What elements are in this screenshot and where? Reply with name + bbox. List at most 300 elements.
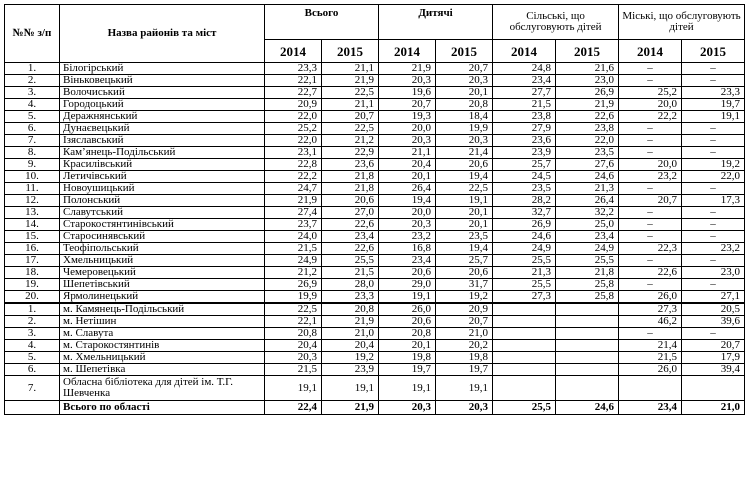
row-name: Ізяславський [60, 135, 265, 147]
row-number: 2. [5, 75, 60, 87]
value-cell: 21,9 [265, 195, 322, 207]
row-name: Летичівський [60, 171, 265, 183]
value-cell: 20,1 [436, 87, 493, 99]
value-cell: 23,9 [493, 147, 556, 159]
value-cell: – [682, 255, 745, 267]
value-cell: 21,2 [265, 267, 322, 279]
row-number: 5. [5, 111, 60, 123]
table-header [5, 5, 745, 63]
row-name: Полонський [60, 195, 265, 207]
value-cell: 19,4 [379, 195, 436, 207]
value-cell: – [682, 135, 745, 147]
value-cell: 20,8 [379, 328, 436, 340]
row-name: м. Хмельницький [60, 352, 265, 364]
value-cell: 23,3 [322, 291, 379, 304]
value-cell: 22,3 [619, 243, 682, 255]
row-number: 1. [5, 303, 60, 316]
value-cell: 21,5 [265, 243, 322, 255]
value-cell: – [619, 219, 682, 231]
value-cell: 20,2 [436, 340, 493, 352]
value-cell: – [619, 183, 682, 195]
row-number: 2. [5, 316, 60, 328]
table-row [5, 111, 745, 123]
value-cell: – [682, 207, 745, 219]
value-cell: 21,1 [322, 99, 379, 111]
value-cell [619, 376, 682, 401]
value-cell: 23,5 [493, 183, 556, 195]
value-cell: 24,7 [265, 183, 322, 195]
value-cell: 39,6 [682, 316, 745, 328]
value-cell: 21,1 [322, 63, 379, 75]
table-row [5, 75, 745, 87]
header-num: №№ з/п [5, 5, 60, 63]
value-cell: 21,8 [322, 183, 379, 195]
value-cell: 20,5 [682, 303, 745, 316]
value-cell: 22,0 [265, 111, 322, 123]
table-row [5, 159, 745, 171]
value-cell: 18,4 [436, 111, 493, 123]
value-cell: 20,0 [619, 99, 682, 111]
value-cell: 25,5 [493, 255, 556, 267]
value-cell [556, 376, 619, 401]
value-cell: 21,9 [379, 63, 436, 75]
row-name: Обласна бібліотека для дітей ім. Т.Г. Шевченка [60, 376, 265, 401]
table-row [5, 135, 745, 147]
value-cell: 20,3 [379, 135, 436, 147]
value-cell: 22,7 [265, 87, 322, 99]
value-cell: 20,7 [322, 111, 379, 123]
value-cell: 25,2 [265, 123, 322, 135]
value-cell: 19,2 [682, 159, 745, 171]
row-name: м. Шепетівка [60, 364, 265, 376]
row-number: 4. [5, 340, 60, 352]
row-number: 11. [5, 183, 60, 195]
row-name: Кам’янець-Подільський [60, 147, 265, 159]
row-name: Ярмолинецький [60, 291, 265, 304]
value-cell: 29,0 [379, 279, 436, 291]
table-row [5, 87, 745, 99]
value-cell: 20,6 [436, 267, 493, 279]
table-row [5, 195, 745, 207]
value-cell: 25,7 [493, 159, 556, 171]
value-cell: 27,6 [556, 159, 619, 171]
value-cell: 21,6 [556, 63, 619, 75]
value-cell: 22,6 [322, 243, 379, 255]
year-header: 2014 [493, 40, 556, 63]
row-name: Шепетівський [60, 279, 265, 291]
value-cell: 31,7 [436, 279, 493, 291]
value-cell: 21,2 [322, 135, 379, 147]
value-cell [493, 352, 556, 364]
row-number: 7. [5, 376, 60, 401]
row-name: м. Камянець-Подільський [60, 303, 265, 316]
table-row [5, 291, 745, 304]
value-cell: – [619, 63, 682, 75]
value-cell: 26,4 [379, 183, 436, 195]
value-cell: 23,6 [322, 159, 379, 171]
row-name: Дунаєвецький [60, 123, 265, 135]
row-number: 7. [5, 135, 60, 147]
year-header: 2015 [556, 40, 619, 63]
value-cell: 25,5 [556, 255, 619, 267]
value-cell: – [619, 135, 682, 147]
value-cell: 19,1 [379, 376, 436, 401]
value-cell: 19,4 [436, 171, 493, 183]
value-cell: 27,7 [493, 87, 556, 99]
value-cell: 20,7 [379, 99, 436, 111]
value-cell: 20,1 [379, 171, 436, 183]
total-num-cell [5, 401, 60, 415]
value-cell: 20,6 [379, 316, 436, 328]
row-number: 15. [5, 231, 60, 243]
row-name: Чемеровецький [60, 267, 265, 279]
value-cell: 19,2 [436, 291, 493, 304]
row-number: 6. [5, 364, 60, 376]
row-name: Славутський [60, 207, 265, 219]
value-cell: 26,9 [556, 87, 619, 99]
row-number: 3. [5, 328, 60, 340]
value-cell: 24,9 [493, 243, 556, 255]
value-cell: 24,6 [493, 231, 556, 243]
row-number: 13. [5, 207, 60, 219]
row-name: Хмельницький [60, 255, 265, 267]
table-row [5, 147, 745, 159]
value-cell: – [682, 231, 745, 243]
row-name: Старокостянтинівський [60, 219, 265, 231]
value-cell: 19,7 [682, 99, 745, 111]
value-cell: 24,5 [493, 171, 556, 183]
value-cell: 21,4 [619, 340, 682, 352]
value-cell: 27,1 [682, 291, 745, 304]
value-cell: 20,7 [682, 340, 745, 352]
value-cell: 20,3 [379, 219, 436, 231]
row-number: 8. [5, 147, 60, 159]
value-cell: 21,9 [322, 316, 379, 328]
table-row [5, 255, 745, 267]
value-cell: 25,8 [556, 279, 619, 291]
value-cell: – [682, 219, 745, 231]
value-cell: 19,3 [379, 111, 436, 123]
value-cell: 23,4 [556, 231, 619, 243]
table-row [5, 352, 745, 364]
year-header: 2014 [265, 40, 322, 63]
table-row [5, 303, 745, 316]
value-cell: 27,9 [493, 123, 556, 135]
total-value-cell: 20,3 [379, 401, 436, 415]
value-cell: – [682, 183, 745, 195]
value-cell: 20,6 [379, 267, 436, 279]
row-number: 17. [5, 255, 60, 267]
table-body [5, 63, 745, 415]
row-number: 14. [5, 219, 60, 231]
value-cell: 22,0 [682, 171, 745, 183]
header-children: Дитячі [379, 5, 493, 40]
value-cell: 19,4 [436, 243, 493, 255]
value-cell: 23,6 [493, 135, 556, 147]
table-row [5, 364, 745, 376]
value-cell [493, 340, 556, 352]
row-number: 16. [5, 243, 60, 255]
value-cell: 28,2 [493, 195, 556, 207]
value-cell: 20,4 [322, 340, 379, 352]
value-cell: 20,6 [322, 195, 379, 207]
value-cell: 23,4 [493, 75, 556, 87]
value-cell: 20,0 [619, 159, 682, 171]
value-cell: 21,3 [556, 183, 619, 195]
value-cell [493, 316, 556, 328]
value-cell [493, 303, 556, 316]
year-header: 2015 [322, 40, 379, 63]
value-cell [556, 364, 619, 376]
value-cell: 21,8 [556, 267, 619, 279]
value-cell: 24,9 [265, 255, 322, 267]
value-cell: – [682, 75, 745, 87]
value-cell: 26,9 [265, 279, 322, 291]
value-cell: 21,1 [379, 147, 436, 159]
value-cell [493, 364, 556, 376]
value-cell: 19,9 [436, 123, 493, 135]
table-row [5, 207, 745, 219]
value-cell: 23,7 [265, 219, 322, 231]
total-value-cell: 22,4 [265, 401, 322, 415]
value-cell: 19,7 [436, 364, 493, 376]
row-name: Красилівський [60, 159, 265, 171]
header-total: Всього [265, 5, 379, 40]
value-cell: 20,7 [436, 63, 493, 75]
row-name: Деражнянський [60, 111, 265, 123]
value-cell: 26,9 [493, 219, 556, 231]
total-value-cell: 21,0 [682, 401, 745, 415]
value-cell: 25,8 [556, 291, 619, 304]
value-cell: – [619, 231, 682, 243]
total-value-cell: 25,5 [493, 401, 556, 415]
value-cell: 22,2 [619, 111, 682, 123]
table-row [5, 123, 745, 135]
value-cell: 20,3 [436, 135, 493, 147]
row-name: Новоушицький [60, 183, 265, 195]
row-name: Старосинявський [60, 231, 265, 243]
value-cell: – [682, 328, 745, 340]
value-cell: 22,5 [436, 183, 493, 195]
value-cell: – [682, 147, 745, 159]
value-cell: 22,9 [322, 147, 379, 159]
value-cell: 23,3 [265, 63, 322, 75]
year-header: 2015 [682, 40, 745, 63]
value-cell: – [682, 63, 745, 75]
value-cell: – [619, 328, 682, 340]
value-cell: 20,7 [436, 316, 493, 328]
value-cell: 25,2 [619, 87, 682, 99]
value-cell [493, 376, 556, 401]
value-cell: – [619, 75, 682, 87]
value-cell: 26,0 [379, 303, 436, 316]
value-cell: 23,8 [493, 111, 556, 123]
total-value-cell: 20,3 [436, 401, 493, 415]
value-cell: – [619, 147, 682, 159]
table-row [5, 63, 745, 75]
total-row [5, 401, 745, 415]
value-cell [493, 328, 556, 340]
value-cell: 28,0 [322, 279, 379, 291]
value-cell: 19,6 [379, 87, 436, 99]
value-cell: 20,3 [265, 352, 322, 364]
value-cell: 21,5 [265, 364, 322, 376]
row-number: 10. [5, 171, 60, 183]
value-cell: 20,3 [436, 75, 493, 87]
value-cell: 20,0 [379, 123, 436, 135]
table-row [5, 171, 745, 183]
row-number: 18. [5, 267, 60, 279]
header-name: Назва районів та міст [60, 5, 265, 63]
value-cell [556, 303, 619, 316]
year-header: 2014 [379, 40, 436, 63]
table-row [5, 316, 745, 328]
value-cell: 20,3 [379, 75, 436, 87]
value-cell: – [682, 279, 745, 291]
table-row [5, 328, 745, 340]
value-cell: 22,6 [556, 111, 619, 123]
value-cell: 23,0 [682, 267, 745, 279]
value-cell: 19,1 [265, 376, 322, 401]
value-cell: 19,1 [436, 376, 493, 401]
value-cell: 23,4 [379, 255, 436, 267]
value-cell: 32,2 [556, 207, 619, 219]
value-cell: 25,0 [556, 219, 619, 231]
value-cell [556, 316, 619, 328]
value-cell: 19,8 [379, 352, 436, 364]
value-cell: 21,0 [322, 328, 379, 340]
value-cell: 22,1 [265, 316, 322, 328]
table-row [5, 340, 745, 352]
value-cell: 24,0 [265, 231, 322, 243]
value-cell: 25,5 [493, 279, 556, 291]
value-cell [556, 340, 619, 352]
value-cell: 21,4 [436, 147, 493, 159]
value-cell: 21,0 [436, 328, 493, 340]
value-cell: 23,8 [556, 123, 619, 135]
value-cell: 19,8 [436, 352, 493, 364]
value-cell: 26,4 [556, 195, 619, 207]
value-cell: 20,9 [265, 99, 322, 111]
value-cell: 27,3 [493, 291, 556, 304]
value-cell: 27,3 [619, 303, 682, 316]
row-name: Теофіпольський [60, 243, 265, 255]
value-cell: 23,5 [556, 147, 619, 159]
total-value-cell: 23,4 [619, 401, 682, 415]
value-cell: 23,2 [682, 243, 745, 255]
value-cell: 22,6 [322, 219, 379, 231]
row-number: 5. [5, 352, 60, 364]
value-cell [556, 352, 619, 364]
row-number: 20. [5, 291, 60, 304]
value-cell: 21,5 [493, 99, 556, 111]
value-cell: 22,2 [265, 171, 322, 183]
value-cell: 16,8 [379, 243, 436, 255]
value-cell: 23,3 [682, 87, 745, 99]
value-cell: 23,1 [265, 147, 322, 159]
row-name: м. Нетішин [60, 316, 265, 328]
value-cell [682, 376, 745, 401]
value-cell: 19,7 [379, 364, 436, 376]
table-row [5, 267, 745, 279]
row-number: 9. [5, 159, 60, 171]
value-cell: 25,5 [322, 255, 379, 267]
value-cell: 22,5 [322, 87, 379, 99]
value-cell: 19,9 [265, 291, 322, 304]
total-value-cell: 24,6 [556, 401, 619, 415]
value-cell: 20,4 [265, 340, 322, 352]
value-cell: 23,0 [556, 75, 619, 87]
value-cell: 19,1 [436, 195, 493, 207]
value-cell: 20,1 [379, 340, 436, 352]
value-cell: 20,8 [436, 99, 493, 111]
value-cell: 20,1 [436, 219, 493, 231]
value-cell: – [619, 207, 682, 219]
value-cell: 39,4 [682, 364, 745, 376]
row-name: м. Старокостянтинів [60, 340, 265, 352]
value-cell: 23,2 [379, 231, 436, 243]
value-cell: 21,3 [493, 267, 556, 279]
value-cell: 22,0 [265, 135, 322, 147]
value-cell: 46,2 [619, 316, 682, 328]
table-row [5, 279, 745, 291]
value-cell: 20,8 [322, 303, 379, 316]
value-cell: 20,1 [436, 207, 493, 219]
value-cell: 24,9 [556, 243, 619, 255]
value-cell: 20,8 [265, 328, 322, 340]
value-cell: 23,9 [322, 364, 379, 376]
row-name: Городоцький [60, 99, 265, 111]
value-cell: 27,4 [265, 207, 322, 219]
value-cell: 20,9 [436, 303, 493, 316]
row-name: м. Славута [60, 328, 265, 340]
value-cell: 20,6 [436, 159, 493, 171]
value-cell: 23,2 [619, 171, 682, 183]
row-number: 4. [5, 99, 60, 111]
value-cell: 22,8 [265, 159, 322, 171]
value-cell: 24,6 [556, 171, 619, 183]
value-cell: 17,9 [682, 352, 745, 364]
value-cell: 20,7 [619, 195, 682, 207]
statistics-table [4, 4, 745, 415]
value-cell: – [682, 123, 745, 135]
header-rural: Сільські, що обслуговують дітей [493, 5, 619, 40]
row-name: Волочиський [60, 87, 265, 99]
value-cell: 19,2 [322, 352, 379, 364]
value-cell: – [619, 255, 682, 267]
value-cell: 23,4 [322, 231, 379, 243]
value-cell: 21,5 [322, 267, 379, 279]
table-row [5, 376, 745, 401]
value-cell: 23,5 [436, 231, 493, 243]
value-cell: 25,7 [436, 255, 493, 267]
row-number: 1. [5, 63, 60, 75]
total-label: Всього по області [60, 401, 265, 415]
value-cell: 22,6 [619, 267, 682, 279]
value-cell: 20,4 [379, 159, 436, 171]
year-header: 2014 [619, 40, 682, 63]
value-cell: 22,0 [556, 135, 619, 147]
row-name: Віньковецький [60, 75, 265, 87]
value-cell: 27,0 [322, 207, 379, 219]
table-row [5, 231, 745, 243]
value-cell: 21,8 [322, 171, 379, 183]
value-cell: – [619, 279, 682, 291]
value-cell: 26,0 [619, 364, 682, 376]
table-row [5, 183, 745, 195]
row-number: 19. [5, 279, 60, 291]
value-cell: 19,1 [322, 376, 379, 401]
